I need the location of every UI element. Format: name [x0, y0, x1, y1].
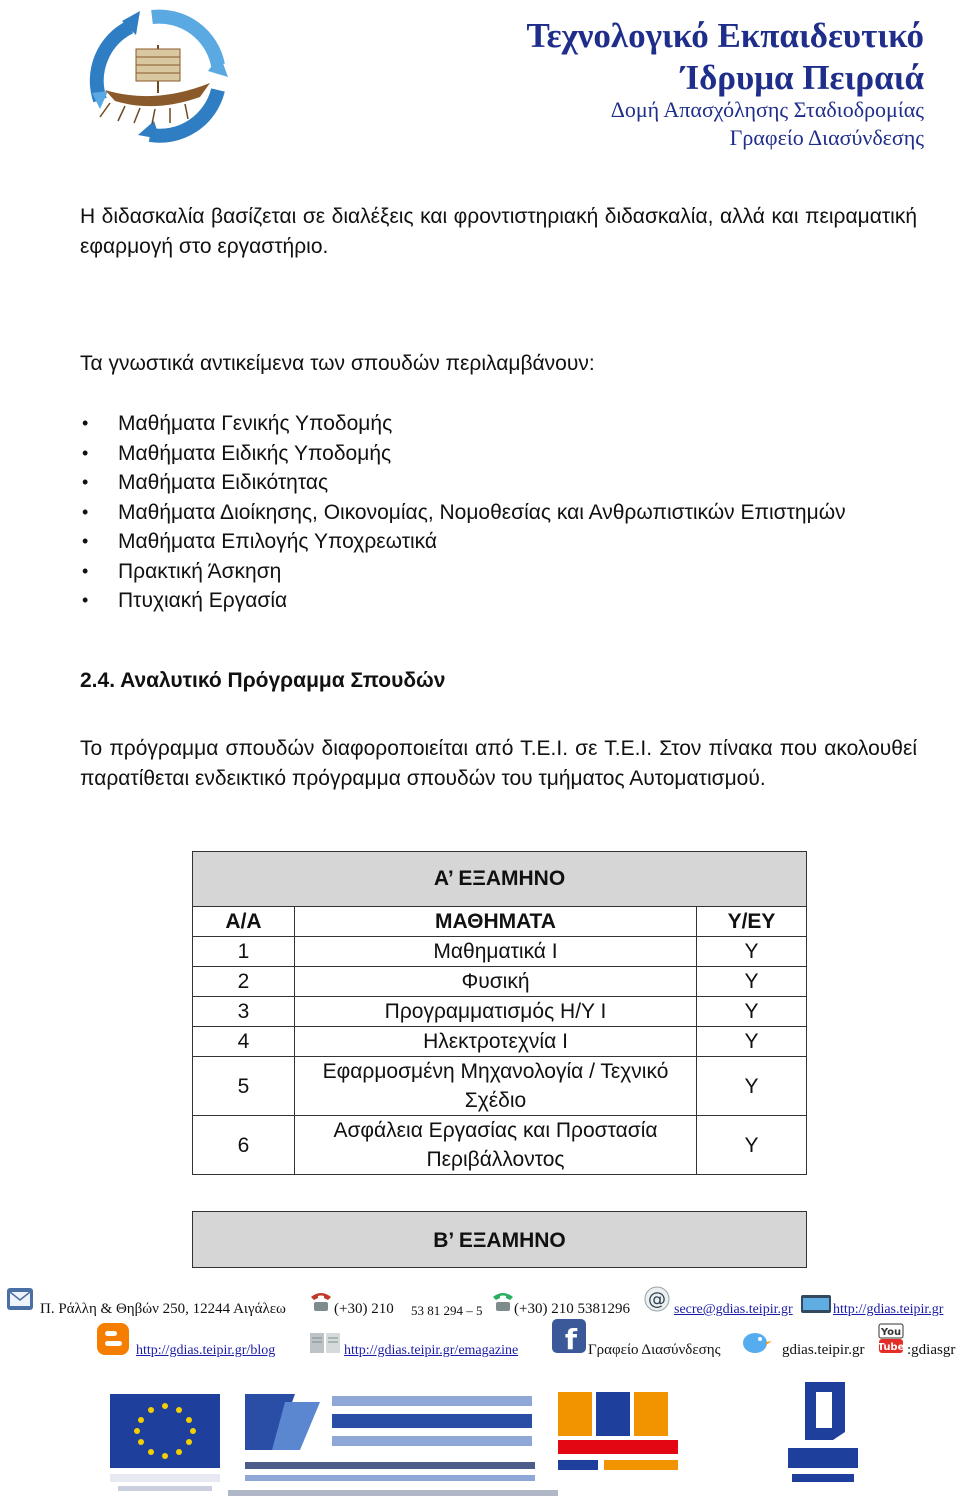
table-cell: 5 — [193, 1057, 295, 1116]
column-header: Υ/ΕΥ — [697, 907, 807, 937]
web-icon — [800, 1293, 832, 1315]
semester-title: Α’ ΕΞΑΜΗΝΟ — [193, 852, 807, 907]
ship-logo-icon — [70, 5, 240, 145]
table-cell: Μαθηματικά Ι — [295, 937, 697, 967]
course-table — [192, 851, 807, 1175]
table-cell: Υ — [697, 997, 807, 1027]
table-cell: Εφαρμοσμένη Μηχανολογία / Τεχνικό Σχέδιο — [295, 1057, 697, 1116]
section-heading: 2.4. Αναλυτικό Πρόγραμμα Σπουδών — [80, 669, 446, 692]
email-at-icon — [643, 1286, 671, 1312]
table-cell: Υ — [697, 967, 807, 997]
table-row — [193, 997, 807, 1027]
eu-flag-logo — [110, 1394, 220, 1491]
table-row — [193, 937, 807, 967]
star-iso-logo — [788, 1382, 858, 1482]
list-item: • Μαθήματα Διοίκησης, Οικονομίας, Νομοθεσίας και Ανθρωπιστικών Επιστημών — [80, 498, 846, 528]
footer-blog-link[interactable]: http://gdias.teipir.gr/blog — [136, 1343, 276, 1358]
footer-twitter: gdias.teipir.gr — [782, 1342, 865, 1358]
footer-phone-ext: 53 81 294 – 5 — [411, 1303, 483, 1318]
table-row — [193, 1116, 807, 1175]
svg-text:Tube: Tube — [877, 1342, 905, 1353]
list-item: • Μαθήματα Γενικής Υποδομής — [80, 409, 846, 439]
fax-icon — [490, 1289, 516, 1313]
footer-website-link[interactable]: http://gdias.teipir.gr — [833, 1302, 944, 1317]
table-row — [193, 967, 807, 997]
table-cell: Ηλεκτροτεχνία Ι — [295, 1027, 697, 1057]
table-cell: 1 — [193, 937, 295, 967]
list-item: • Μαθήματα Ειδικής Υποδομής — [80, 439, 846, 469]
next-semester-title: Β’ ΕΞΑΜΗΝΟ — [192, 1211, 807, 1268]
header-subtitle-line2: Γραφείο Διασύνδεσης — [729, 125, 924, 150]
footer-fax: (+30) 210 5381296 — [514, 1301, 630, 1317]
header-subtitle-line1: Δομή Απασχόλησης Σταδιοδρομίας — [610, 97, 924, 122]
list-item: • Μαθήματα Επιλογής Υποχρεωτικά — [80, 527, 846, 557]
envelope-icon — [6, 1285, 34, 1313]
header-title-line1: Τεχνολογικό Εκπαιδευτικό — [526, 16, 924, 55]
svg-text:f: f — [564, 1323, 578, 1354]
phone-icon — [308, 1289, 334, 1313]
table-cell: Υ — [697, 937, 807, 967]
espa-logo — [558, 1392, 678, 1470]
table-cell: Προγραμματισμός Η/Υ Ι — [295, 997, 697, 1027]
column-header: Α/Α — [193, 907, 295, 937]
table-cell: Φυσική — [295, 967, 697, 997]
funding-logos — [100, 1382, 860, 1500]
paragraph-teaching: Η διδασκαλία βασίζεται σε διαλέξεις και φροντιστηριακή διδασκαλία, αλλά και πειραματική εφαρμογή στο εργαστήριο. — [80, 205, 917, 258]
twitter-icon — [738, 1324, 772, 1356]
list-item: • Πρακτική Άσκηση — [80, 557, 846, 587]
footer-facebook-name: Γραφείο Διασύνδεσης — [588, 1342, 721, 1358]
table-cell: Υ — [697, 1116, 807, 1175]
header-title-line2: Ίδρυμα Πειραιά — [680, 58, 924, 97]
program-logo — [228, 1394, 558, 1496]
subjects-list — [80, 409, 846, 616]
footer-phone: (+30) 210 — [334, 1301, 394, 1317]
footer-youtube: :gdiasgr — [907, 1342, 956, 1358]
table-title-row — [193, 852, 807, 907]
blogger-icon — [96, 1322, 130, 1356]
table-row — [193, 1057, 807, 1116]
paragraph-subjects-intro: Τα γνωστικά αντικείμενα των σπουδών περιλαμβάνουν: — [80, 352, 595, 375]
table-cell: 4 — [193, 1027, 295, 1057]
footer-email-link[interactable]: secre@gdias.teipir.gr — [674, 1302, 793, 1317]
footer-emagazine-link[interactable]: http://gdias.teipir.gr/emagazine — [344, 1343, 519, 1358]
table-cell: Υ — [697, 1027, 807, 1057]
youtube-icon — [876, 1322, 906, 1356]
table-cell: Υ — [697, 1057, 807, 1116]
list-item: • Πτυχιακή Εργασία — [80, 586, 846, 616]
svg-text:You: You — [880, 1327, 902, 1338]
table-cell: 3 — [193, 997, 295, 1027]
table-cell: 2 — [193, 967, 295, 997]
emagazine-icon — [308, 1330, 342, 1356]
table-header-row — [193, 907, 807, 937]
footer-address: Π. Ράλλη & Θηβών 250, 12244 Αιγάλεω — [40, 1301, 286, 1317]
table-cell: Ασφάλεια Εργασίας και Προστασία Περιβάλλοντος — [295, 1116, 697, 1175]
paragraph-program: Το πρόγραμμα σπουδών διαφοροποιείται από Τ.Ε.Ι. σε Τ.Ε.Ι. Στον πίνακα που ακολουθεί παρατίθεται ενδεικτικό πρόγραμμα σπουδών του τμήματος Αυτοματισμού. — [80, 737, 917, 790]
list-item: • Μαθήματα Ειδικότητας — [80, 468, 846, 498]
facebook-icon — [551, 1318, 587, 1354]
column-header: ΜΑΘΗΜΑΤΑ — [295, 907, 697, 937]
svg-text:@: @ — [648, 1289, 666, 1310]
table-cell: 6 — [193, 1116, 295, 1175]
table-row — [193, 1027, 807, 1057]
